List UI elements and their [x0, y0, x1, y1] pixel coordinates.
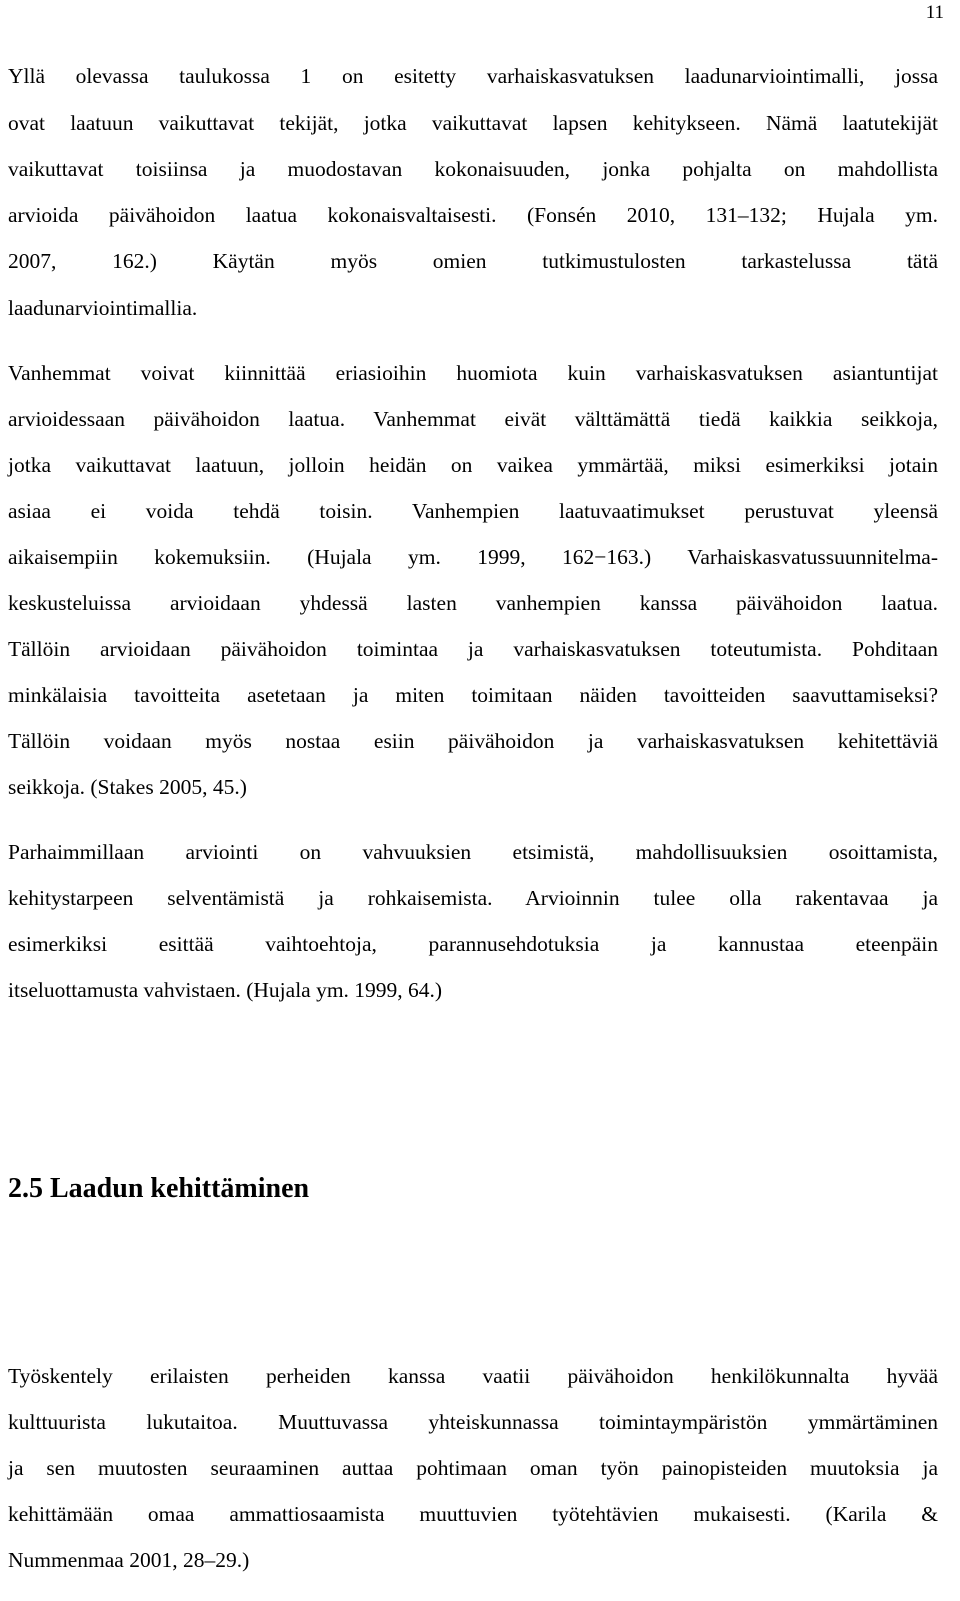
text-line: Vanhemmat voivat kiinnittää eriasioihin huomiota kuin varhaiskasvatuksen asiantuntijat	[8, 361, 938, 385]
text-line: minkälaisia tavoitteita asetetaan ja miten toimitaan näiden tavoitteiden saavuttamiseksi?	[8, 683, 938, 707]
text-line: 2007, 162.) Käytän myös omien tutkimustulosten tarkastelussa tätä	[8, 249, 938, 273]
text-line: aikaisempiin kokemuksiin. (Hujala ym. 1999, 162−163.) Varhaiskasvatussuunnitelma-	[8, 545, 938, 569]
text-line: Tällöin arvioidaan päivähoidon toimintaa ja varhaiskasvatuksen toteutumista. Pohditaan	[8, 637, 938, 661]
text-line: kehitystarpeen selventämistä ja rohkaisemista. Arvioinnin tulee olla rakentavaa ja	[8, 886, 938, 910]
text-line: laadunarviointimallia.	[8, 296, 198, 320]
text-line: Parhaimmillaan arviointi on vahvuuksien etsimistä, mahdollisuuksien osoittamista,	[8, 840, 938, 864]
text-line: kehittämään omaa ammattiosaamista muuttuvien työtehtävien mukaisesti. (Karila &	[8, 1502, 938, 1526]
text-line: keskusteluissa arvioidaan yhdessä lasten vanhempien kanssa päivähoidon laatua.	[8, 591, 938, 615]
text-line: itseluottamusta vahvistaen. (Hujala ym. 1999, 64.)	[8, 978, 443, 1002]
text-line: vaikuttavat toisiinsa ja muodostavan kokonaisuuden, jonka pohjalta on mahdollista	[8, 157, 938, 181]
text-line: Nummenmaa 2001, 28–29.)	[8, 1548, 250, 1572]
text-line: Tällöin voidaan myös nostaa esiin päivähoidon ja varhaiskasvatuksen kehitettäviä	[8, 729, 938, 753]
text-line: ovat laatuun vaikuttavat tekijät, jotka vaikuttavat lapsen kehitykseen. Nämä laatutekijät	[8, 111, 938, 135]
text-line: arvioidessaan päivähoidon laatua. Vanhemmat eivät välttämättä tiedä kaikkia seikkoja,	[8, 407, 938, 431]
text-line: Työskentely erilaisten perheiden kanssa vaatii päivähoidon henkilökunnalta hyvää	[8, 1364, 938, 1388]
text-line: seikkoja. (Stakes 2005, 45.)	[8, 775, 247, 799]
section-heading: 2.5 Laadun kehittäminen	[8, 1173, 310, 1204]
text-line: arvioida päivähoidon laatua kokonaisvaltaisesti. (Fonsén 2010, 131–132; Hujala ym.	[8, 203, 938, 227]
text-line: jotka vaikuttavat laatuun, jolloin heidän on vaikea ymmärtää, miksi esimerkiksi jotain	[8, 453, 938, 477]
text-line: esimerkiksi esittää vaihtoehtoja, parannusehdotuksia ja kannustaa eteenpäin	[8, 932, 938, 956]
text-line: Yllä olevassa taulukossa 1 on esitetty varhaiskasvatuksen laadunarviointimalli, jossa	[8, 64, 938, 88]
text-line: kulttuurista lukutaitoa. Muuttuvassa yhteiskunnassa toimintaympäristön ymmärtäminen	[8, 1410, 938, 1434]
text-line: ja sen muutosten seuraaminen auttaa pohtimaan oman työn painopisteiden muutoksia ja	[8, 1456, 938, 1480]
page-number: 11	[925, 2, 944, 23]
text-line: asiaa ei voida tehdä toisin. Vanhempien laatuvaatimukset perustuvat yleensä	[8, 499, 938, 523]
